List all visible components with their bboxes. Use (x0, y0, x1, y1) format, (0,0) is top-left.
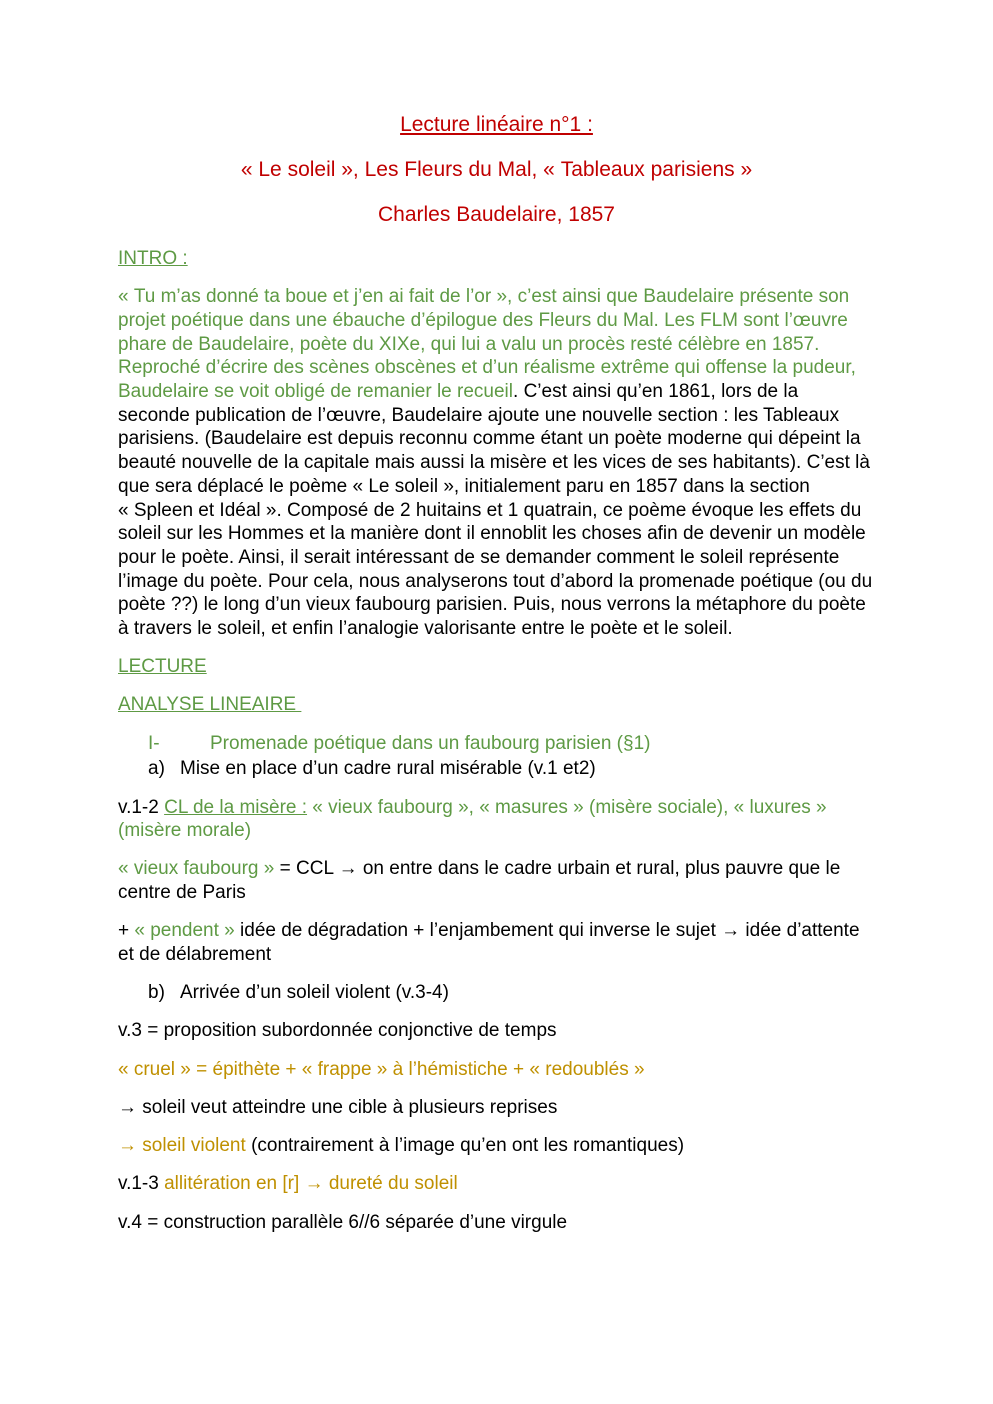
text-run: « vieux faubourg », « masures » (misère sociale), « luxures » (misère morale) (118, 796, 832, 842)
note-vieux-faubourg (118, 857, 875, 904)
text-run: idée de dégradation + l’enjambement qui inverse le sujet → idée d’attente et de délabrement (118, 920, 865, 966)
text-run: INTRO : (118, 248, 188, 269)
document-title: Lecture linéaire n°1 : (400, 113, 593, 136)
text-run: allitération en [r] → dureté du soleil (164, 1173, 458, 1195)
text-run: Promenade poétique dans un faubourg parisien (§1) (210, 732, 651, 754)
intro-paragraph (118, 285, 878, 641)
note-v1-3 (118, 1172, 875, 1196)
text-run: « cruel » = épithète + « frappe » à l’hémistiche + « redoublés » (118, 1058, 645, 1080)
list-marker: I- (148, 732, 160, 754)
analyse-heading (118, 693, 875, 717)
text-run: CL de la misère : (164, 796, 308, 818)
document-author-line: Charles Baudelaire, 1857 (378, 203, 615, 226)
text-run: « Tu m’as donné ta boue et j’en ai fait de l’or », c’est ainsi que Baudelaire présente son projet poétique dans une ébauche d’épilogue des Fleurs du Mal. Les FLM sont l’œuvre phare de Baudelaire, poète du XIXe, qui lui a valu un procès resté célèbre en 1857. Reproché d’écrire des scènes obscènes et d’un réalisme extrême qui offense la pudeur, Baudelaire se voit obligé de remanier le recueil (118, 286, 862, 403)
intro-heading (118, 247, 875, 271)
note-soleil-cible (118, 1096, 875, 1120)
note-v1-2 (118, 796, 875, 843)
text-run: v.4 = construction parallèle 6//6 séparée d’une virgule (118, 1211, 568, 1233)
lecture-heading (118, 655, 875, 679)
text-run: « pendent » (134, 920, 235, 942)
text-run: v.3 = proposition subordonnée conjonctive de temps (118, 1020, 557, 1042)
text-run: = CCL → on entre dans le cadre urbain et rural, plus pauvre que le centre de Paris (118, 858, 846, 904)
title-block (118, 112, 875, 227)
text-run: « vieux faubourg » (118, 858, 275, 880)
text-run: → soleil veut atteindre une cible à plusieurs reprises (118, 1096, 558, 1118)
text-run: LECTURE (118, 656, 207, 678)
document-subtitle: « Le soleil », Les Fleurs du Mal, « Tableaux parisiens » (240, 158, 753, 181)
note-soleil-violent (118, 1134, 875, 1158)
note-v3 (118, 1019, 875, 1043)
text-run: (contrairement à l’image qu’en ont les romantiques) (251, 1135, 685, 1157)
item-b (148, 981, 875, 1005)
text-run: → soleil violent (118, 1135, 252, 1157)
item-a (148, 757, 875, 781)
text-run: Arrivée d’un soleil violent (v.3-4) (180, 982, 449, 1004)
text-run: Mise en place d’un cadre rural misérable (v.1 et2) (180, 758, 596, 780)
text-run: v.1-2 (118, 796, 165, 818)
document-body (118, 247, 878, 1234)
text-run: + (118, 920, 135, 942)
section-i-heading (148, 732, 875, 756)
note-v4 (118, 1211, 875, 1235)
text-run: . C’est ainsi qu’en 1861, lors de la seconde publication de l’œuvre, Baudelaire ajoute une nouvelle section : les Tableaux parisiens. (Baudelaire est depuis reconnu comme étant un poète moderne qui dépeint la beauté nouvelle de la capitale mais aussi la misère et les vices de ses habitants). C’est là que sera déplacé le poème « Le soleil », initialement paru en 1857 dans la section « Spleen et Idéal ». Composé de 2 huitains et 1 quatrain, ce poème évoque les effets du soleil sur les Hommes et la manière dont il ennoblit les choses afin de devenir un modèle pour le poète. Ainsi, il serait intéressant de se demander comment le soleil représente l’image du poète. Pour cela, nous analyserons tout d’abord la promenade poétique (ou du poète ??) le long d’un vieux faubourg parisien. Puis, nous verrons la métaphore du poète à travers le soleil, et enfin l’analogie valorisante entre le poète et le soleil. (118, 381, 878, 640)
note-cruel (118, 1058, 875, 1082)
note-pendent (118, 919, 875, 966)
text-run: v.1-3 (118, 1173, 165, 1195)
list-marker: a) (148, 758, 165, 780)
text-run: ANALYSE LINEAIRE (118, 694, 302, 716)
list-marker: b) (148, 982, 165, 1004)
